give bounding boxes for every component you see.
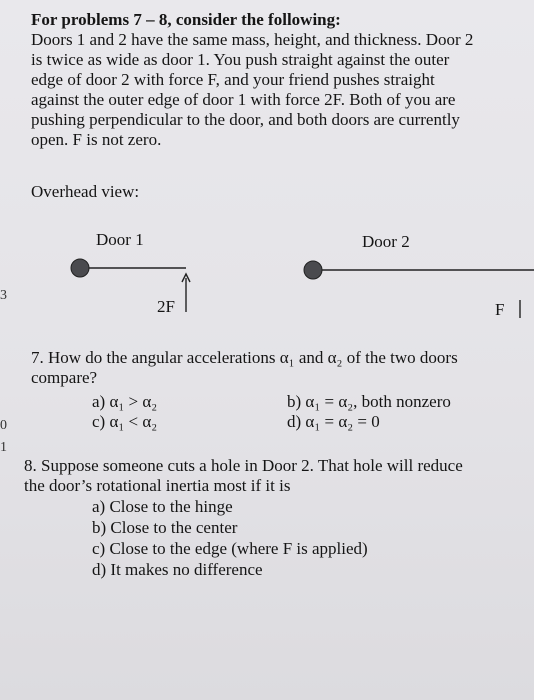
intro-line-1: Doors 1 and 2 have the same mass, height, and thickness. Door 2 — [31, 30, 474, 49]
q7-stem-line1: 7. How do the angular accelerations α₁ and α₂ of the two doors — [31, 348, 458, 367]
margin-mark-2: 0 — [0, 418, 7, 433]
q7-option-a: a) α₁ > α₂ — [92, 392, 158, 411]
door2-hinge-icon — [304, 261, 322, 279]
door1-label: Door 1 — [96, 230, 144, 249]
q7-option-c: c) α₁ < α₂ — [92, 412, 158, 431]
door2-label: Door 2 — [362, 232, 410, 251]
q7-option-b: b) α₁ = α₂, both nonzero — [287, 392, 451, 411]
margin-mark-1: 3 — [0, 288, 7, 303]
q8-option-d: d) It makes no difference — [92, 560, 263, 579]
problem-heading: For problems 7 – 8, consider the following: — [31, 10, 341, 29]
q8-stem-line1: 8. Suppose someone cuts a hole in Door 2. That hole will reduce — [24, 456, 463, 475]
intro-line-3: edge of door 2 with force F, and your friend pushes straight — [31, 70, 435, 89]
q8-stem-line2: the door’s rotational inertia most if it is — [24, 476, 291, 495]
intro-line-6: open. F is not zero. — [31, 130, 162, 149]
intro-line-2: is twice as wide as door 1. You push straight against the outer — [31, 50, 450, 69]
intro-line-5: pushing perpendicular to the door, and both doors are currently — [31, 110, 460, 129]
q8-option-b: b) Close to the center — [92, 518, 238, 537]
force-2f-label: 2F — [157, 297, 175, 316]
margin-mark-3: 1 — [0, 440, 7, 455]
q7-option-d: d) α₁ = α₂ = 0 — [287, 412, 380, 431]
door1-hinge-icon — [71, 259, 89, 277]
force-f-label: F — [495, 300, 505, 319]
figure-title: Overhead view: — [31, 182, 140, 201]
q8-option-c: c) Close to the edge (where F is applied) — [92, 539, 368, 558]
q8-option-a: a) Close to the hinge — [92, 497, 233, 516]
q7-stem-line2: compare? — [31, 368, 98, 387]
intro-line-4: against the outer edge of door 1 with force 2F. Both of you are — [31, 90, 456, 109]
